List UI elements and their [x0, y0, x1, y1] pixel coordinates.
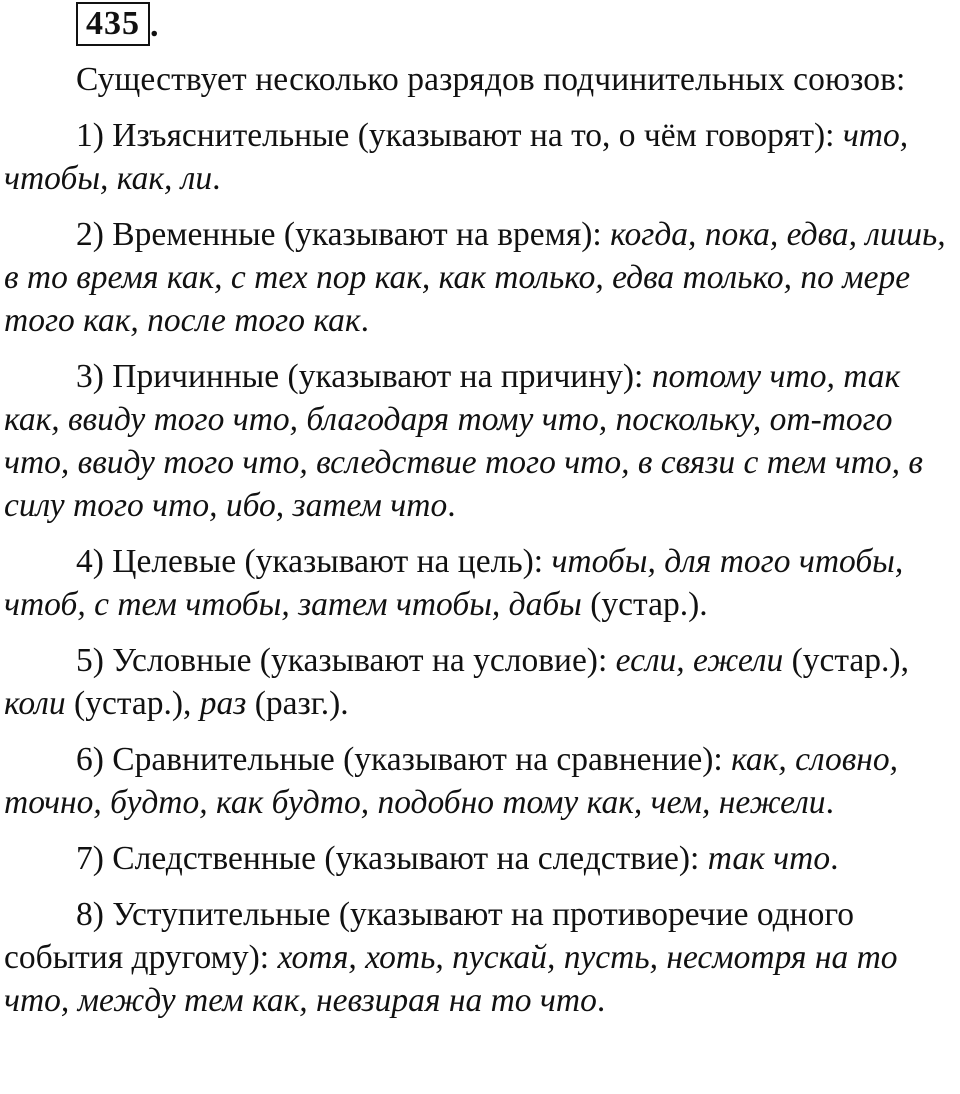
- exercise-text: [4, 58, 954, 1035]
- type-2-examples: когда, пока, едва, лишь, в то время как, с тех пор как, как только, едва только, по мере того как, после того как: [4, 216, 946, 339]
- conjunction-type-2: [4, 213, 954, 342]
- type-5-end: (разг.).: [246, 685, 349, 722]
- type-5-examples-2: коли: [4, 685, 66, 722]
- conjunction-type-4: [4, 540, 954, 626]
- type-7-description: 7) Следственные (указывают на следствие):: [76, 840, 708, 877]
- type-5-note-2: (устар.),: [65, 685, 200, 722]
- type-3-end: .: [447, 487, 456, 524]
- conjunction-type-1: [4, 114, 954, 200]
- type-5-description: 5) Условные (указывают на условие):: [76, 642, 616, 679]
- type-8-end: .: [596, 982, 606, 1019]
- type-7-examples: так что: [707, 840, 831, 877]
- conjunction-type-3: [4, 355, 954, 527]
- exercise-number: 435: [76, 2, 150, 46]
- conjunction-type-6: [4, 738, 954, 824]
- type-8-examples: хотя, хоть, пускай, пусть, несмотря на то что, между тем как, невзирая на то что: [4, 939, 898, 1019]
- intro-paragraph: Существует несколько разрядов подчинительных союзов:: [76, 61, 906, 98]
- type-5-examples-1: если, ежели: [615, 642, 784, 679]
- type-1-end: .: [212, 160, 221, 197]
- type-5-examples-3: раз: [199, 685, 247, 722]
- type-2-description: 2) Временные (указывают на время):: [76, 216, 611, 253]
- type-4-description: 4) Целевые (указывают на цель):: [76, 543, 552, 580]
- exercise-header: [76, 2, 159, 46]
- type-4-end: (устар.).: [581, 586, 708, 623]
- type-1-description: 1) Изъяснительные (указывают на то, о чём говорят):: [76, 117, 843, 154]
- conjunction-type-5: [4, 639, 954, 725]
- type-5-note-1: (устар.),: [783, 642, 909, 679]
- type-6-examples: как, словно, точно, будто, как будто, подобно тому как, чем, нежели: [4, 741, 899, 821]
- type-1-examples: что, чтобы, как, ли: [4, 117, 909, 197]
- type-8-description: 8) Уступительные (указывают на противоречие одного события другому):: [4, 896, 854, 976]
- conjunction-type-8: [4, 893, 954, 1022]
- type-3-description: 3) Причинные (указывают на причину):: [76, 358, 652, 395]
- type-2-end: .: [360, 302, 369, 339]
- type-4-examples: чтобы, для того чтобы, чтоб, с тем чтобы, затем чтобы, дабы: [4, 543, 904, 623]
- type-7-end: .: [830, 840, 839, 877]
- conjunction-type-7: [4, 837, 954, 880]
- exercise-number-dot: .: [150, 7, 159, 44]
- type-6-end: .: [825, 784, 834, 821]
- type-3-examples: потому что, так как, ввиду того что, благодаря тому что, поскольку, от-того что, ввиду того что, вследствие того что, в связи с тем что, в силу того что, ибо, затем что: [4, 358, 923, 524]
- type-6-description: 6) Сравнительные (указывают на сравнение):: [76, 741, 732, 778]
